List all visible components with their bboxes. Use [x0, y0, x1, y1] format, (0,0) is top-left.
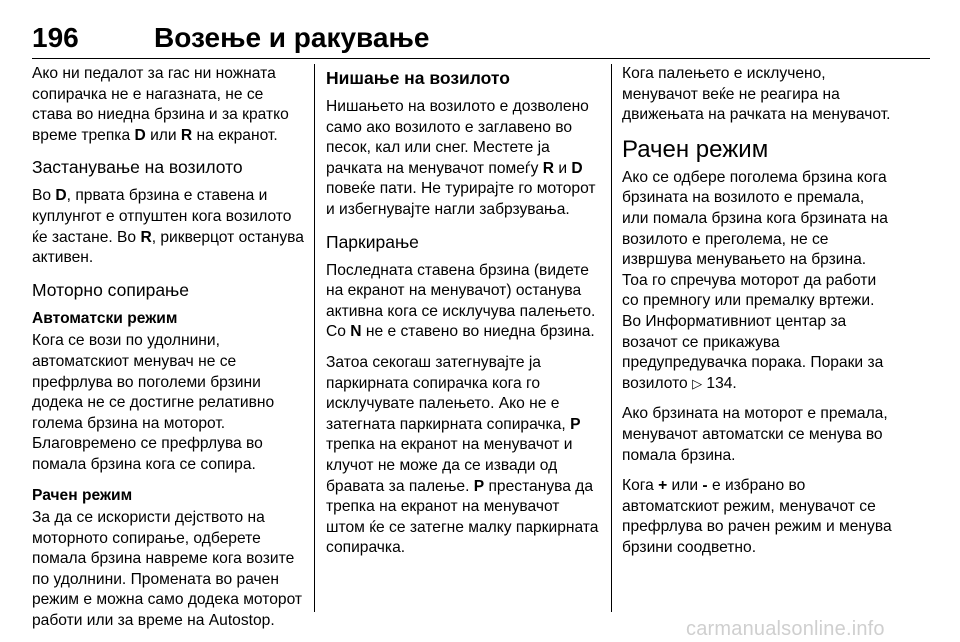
page-reference-icon: ▷: [692, 375, 703, 391]
heading-stalling: Застанување на возилото: [32, 157, 243, 178]
column-3: [622, 64, 892, 568]
parking-paragraph-2: Затоа секогаш затегнувајте ја паркирната сопирачка кога го исклучувате палењето. Ако не е затегната паркирната сопирачка, P трепка на екранот на менувачот и клучот не може да се извади од бравата за палење. P престанува да трепка на екранот на менувачот штом ќе се затегне малку паркирната сопирачка.: [326, 353, 599, 557]
ignition-off-paragraph: Кога палењето е исклучено, менувачот веќе не реагира на движењата на рачката на менувачот.: [622, 65, 891, 124]
heading-automatic-mode: Автоматски режим: [32, 309, 178, 327]
page-number: 196: [32, 22, 79, 53]
column-divider: [314, 64, 315, 612]
heading-engine-braking: Моторно сопирање: [32, 279, 190, 300]
rocking-paragraph: Нишањето на возилото е дозволено само ако возилото е заглавено во песок, кал или снег. Местете ја рачката на менувачот помеѓу R и D повеќе пати. Не турирајте го моторот и избегнувајте нагли забрзувања.: [326, 98, 596, 218]
manual-mode-paragraph: За да се искористи дејството на моторното сопирање, одберете помала брзина навреме кога возите по удолнини. Промената во рачен режим е можна само додека моторот работи или за време на Autostop.: [32, 509, 303, 630]
heading-parking: Паркирање: [326, 231, 419, 252]
low-speed-paragraph: Ако брзината на моторот е премала, менувачот автоматски се менува во помала брзина.: [622, 405, 888, 464]
automatic-mode-paragraph: Кога се вози по удолнини, автоматскиот менувач не се префрлува во поголеми брзини додека не се достигне релативно голема брзина на моторот. Благовремено се префрлува во помала брзина кога се сопира.: [32, 332, 275, 473]
watermark: carmanualsonline.info: [686, 618, 885, 640]
plus-minus-paragraph: Кога + или - е избрано во автоматскиот режим, менувачот се префрлува во рачен режим и менува брзини соодветно.: [622, 477, 892, 556]
stalling-paragraph: Во D, првата брзина е ставена и куплунгот е отпуштен кога возилото ќе застане. Во R, рикверцот останува активен.: [32, 187, 304, 267]
parking-paragraph-1: Последната ставена брзина (видете на екранот на менувачот) останува активна кога се исклучува палењето. Со N не е ставено во ниедна брзина.: [326, 261, 596, 341]
heading-manual-mode: Рачен режим: [32, 486, 133, 504]
page-title: Возење и ракување: [154, 22, 430, 53]
page-reference[interactable]: 134.: [706, 374, 737, 392]
page-header: [32, 22, 930, 59]
heading-rocking: Нишање на возилото: [326, 68, 510, 88]
intro-paragraph: Ако ни педалот за гас ни ножната сопирачка не е нагазната, не се става во ниедна брзина и за кратко време трепка D или R на екранот.: [32, 65, 289, 144]
manual-mode-detail-paragraph: Ако се одбере поголема брзина кога брзината на возилото е премала, или помала брзина кога брзината на возилото е преголема, не се извршува менувањето на брзина. Тоа го спречува моторот да работи со премногу или премалку вртежи. Во Информативниот центар за возачот се прикажува предупредувачка порака. Пораки за возилото ▷ 134.: [622, 168, 888, 392]
heading-manual-mode-large: Рачен режим: [622, 135, 769, 163]
column-divider: [611, 64, 612, 612]
column-1: [32, 64, 304, 642]
column-2: [326, 64, 602, 569]
